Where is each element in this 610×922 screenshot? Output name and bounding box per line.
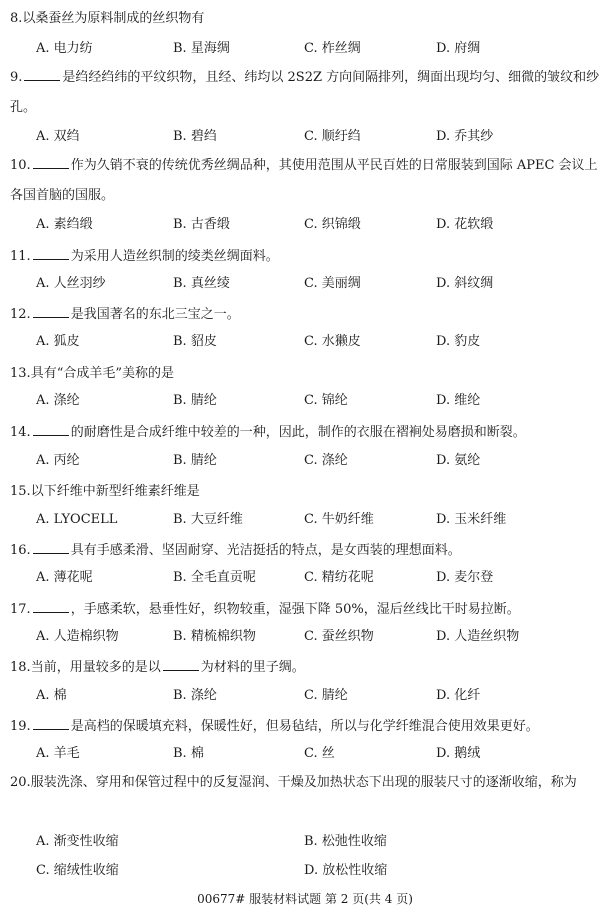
option-c: C. 腈纶 bbox=[304, 688, 348, 703]
question-19-options bbox=[36, 743, 602, 765]
option-a: A. 人造棉织物 bbox=[36, 629, 119, 644]
question-13 bbox=[10, 359, 602, 388]
option-a: A. 双绉 bbox=[36, 129, 80, 144]
question-number: 17. bbox=[10, 602, 31, 617]
option-b: B. 松弛性收缩 bbox=[304, 834, 387, 849]
question-text: 的耐磨性是合成纤维中较差的一种，因此，制作的衣服在褶裥处易磨损和断裂。 bbox=[70, 425, 526, 440]
question-15 bbox=[10, 477, 602, 506]
option-a: A. 棉 bbox=[36, 688, 67, 703]
option-d: D. 麦尔登 bbox=[436, 570, 494, 585]
question-16 bbox=[10, 536, 602, 565]
question-number: 15. bbox=[10, 484, 31, 499]
option-d: D. 鹅绒 bbox=[436, 746, 481, 761]
option-b: B. 腈纶 bbox=[173, 453, 217, 468]
option-d: D. 豹皮 bbox=[436, 334, 481, 349]
question-text: 服装洗涤、穿用和保管过程中的反复湿润、干燥及加热状态下出现的服装尺寸的逐渐收缩，称为 bbox=[30, 775, 577, 790]
question-10-options bbox=[36, 214, 602, 236]
answer-blank bbox=[33, 728, 69, 730]
question-text: 作为久销不衰的传统优秀丝绸品种，其使用范围从平民百姓的日常服装到国际 APEC 会议上各国首脑的国服。 bbox=[10, 158, 598, 203]
question-12 bbox=[10, 300, 602, 329]
question-17 bbox=[10, 595, 602, 624]
option-b: B. 全毛直贡呢 bbox=[173, 570, 256, 585]
option-c: C. 柞丝绸 bbox=[304, 41, 361, 56]
option-c: C. 精纺花呢 bbox=[304, 570, 374, 585]
question-text: 是绉经绉纬的平纹织物，且经、纬均以 2S2Z 方向间隔排列，绸面出现均匀、细微的皱纹和纱孔。 bbox=[10, 70, 600, 115]
option-c: C. 织锦缎 bbox=[304, 217, 361, 232]
answer-blank bbox=[33, 434, 69, 436]
option-d: D. 玉米纤维 bbox=[436, 512, 507, 527]
option-d: D. 维纶 bbox=[436, 393, 481, 408]
option-c: C. 锦纶 bbox=[304, 393, 348, 408]
question-number: 16. bbox=[10, 543, 31, 558]
option-a: A. 电力纺 bbox=[36, 41, 93, 56]
question-number: 20. bbox=[10, 775, 31, 790]
question-17-options bbox=[36, 626, 602, 648]
question-14-options bbox=[36, 450, 602, 472]
option-b: B. 星海绸 bbox=[173, 41, 230, 56]
option-a: A. 渐变性收缩 bbox=[36, 834, 119, 849]
option-a: A. 素绉缎 bbox=[36, 217, 93, 232]
question-number: 8. bbox=[10, 11, 23, 26]
option-b: B. 古香缎 bbox=[173, 217, 230, 232]
question-text: 具有“合成羊毛”美称的是 bbox=[30, 366, 174, 381]
question-text: 是我国著名的东北三宝之一。 bbox=[70, 307, 240, 322]
question-number: 13. bbox=[10, 366, 31, 381]
answer-blank bbox=[33, 258, 69, 260]
option-d: D. 氨纶 bbox=[436, 453, 481, 468]
question-number: 14. bbox=[10, 425, 31, 440]
question-8 bbox=[10, 4, 602, 33]
answer-blank bbox=[33, 316, 69, 318]
question-19 bbox=[10, 712, 602, 741]
question-20 bbox=[10, 768, 602, 798]
option-c: C. 美丽绸 bbox=[304, 276, 361, 291]
option-d: D. 斜纹绸 bbox=[436, 276, 494, 291]
option-b: B. 大豆纤维 bbox=[173, 512, 243, 527]
option-a: A. 狐皮 bbox=[36, 334, 80, 349]
question-9 bbox=[10, 63, 602, 123]
question-18-options bbox=[36, 685, 602, 707]
option-b: B. 真丝绫 bbox=[173, 276, 230, 291]
question-text: ，手感柔软，悬垂性好，织物较重，湿强下降 50%，湿后丝线比干时易拉断。 bbox=[70, 602, 520, 617]
answer-blank bbox=[33, 611, 69, 613]
question-number: 18. bbox=[10, 660, 31, 675]
option-b: B. 棉 bbox=[173, 746, 204, 761]
question-text-before: 当前，用量较多的是以 bbox=[30, 660, 161, 675]
option-c: C. 缩绒性收缩 bbox=[36, 863, 119, 878]
question-number: 9. bbox=[10, 70, 23, 85]
question-11-options bbox=[36, 273, 602, 295]
question-text-after: 为材料的里子绸。 bbox=[200, 660, 305, 675]
question-12-options bbox=[36, 331, 602, 353]
page-footer: 00677# 服装材料试题 第 2 页(共 4 页) bbox=[197, 892, 413, 906]
option-a: A. 羊毛 bbox=[36, 746, 80, 761]
option-c: C. 蚕丝织物 bbox=[304, 629, 374, 644]
option-d: D. 放松性收缩 bbox=[304, 863, 388, 878]
answer-blank bbox=[163, 669, 199, 671]
question-text: 以桑蚕丝为原料制成的丝织物有 bbox=[22, 11, 205, 26]
question-number: 11. bbox=[10, 249, 31, 264]
option-b: B. 貂皮 bbox=[173, 334, 217, 349]
option-a: A. LYOCELL bbox=[36, 512, 118, 527]
option-d: D. 乔其纱 bbox=[436, 129, 494, 144]
question-number: 12. bbox=[10, 307, 31, 322]
question-text: 是高档的保暖填充料，保暖性好，但易毡结，所以与化学纤维混合使用效果更好。 bbox=[70, 719, 539, 734]
option-b: B. 碧绉 bbox=[173, 129, 217, 144]
option-c: C. 水獭皮 bbox=[304, 334, 361, 349]
option-d: D. 花软缎 bbox=[436, 217, 494, 232]
question-14 bbox=[10, 418, 602, 447]
answer-blank bbox=[33, 167, 69, 169]
question-13-options bbox=[36, 390, 602, 412]
option-b: B. 腈纶 bbox=[173, 393, 217, 408]
question-text: 为采用人造丝织制的绫类丝绸面料。 bbox=[70, 249, 279, 264]
question-16-options bbox=[36, 567, 602, 589]
option-d: D. 人造丝织物 bbox=[436, 629, 520, 644]
answer-blank bbox=[33, 552, 69, 554]
option-a: A. 丙纶 bbox=[36, 453, 80, 468]
question-15-options bbox=[36, 509, 602, 531]
option-c: C. 涤纶 bbox=[304, 453, 348, 468]
option-a: A. 人丝羽纱 bbox=[36, 276, 106, 291]
question-8-options bbox=[36, 38, 602, 60]
question-10 bbox=[10, 151, 602, 211]
question-text: 具有手感柔滑、坚固耐穿、光洁挺括的特点，是女西装的理想面料。 bbox=[70, 543, 461, 558]
option-d: D. 化纤 bbox=[436, 688, 481, 703]
question-11 bbox=[10, 242, 602, 271]
option-c: C. 丝 bbox=[304, 746, 335, 761]
question-number: 19. bbox=[10, 719, 31, 734]
question-9-options bbox=[36, 126, 602, 148]
option-c: C. 顺纡绉 bbox=[304, 129, 361, 144]
answer-blank bbox=[24, 79, 60, 81]
option-c: C. 牛奶纤维 bbox=[304, 512, 374, 527]
question-18 bbox=[10, 653, 602, 682]
option-b: B. 精梳棉织物 bbox=[173, 629, 256, 644]
option-d: D. 府绸 bbox=[436, 41, 481, 56]
option-a: A. 涤纶 bbox=[36, 393, 80, 408]
question-text: 以下纤维中新型纤维素纤维是 bbox=[30, 484, 200, 499]
question-number: 10. bbox=[10, 158, 31, 173]
option-a: A. 薄花呢 bbox=[36, 570, 93, 585]
option-b: B. 涤纶 bbox=[173, 688, 217, 703]
